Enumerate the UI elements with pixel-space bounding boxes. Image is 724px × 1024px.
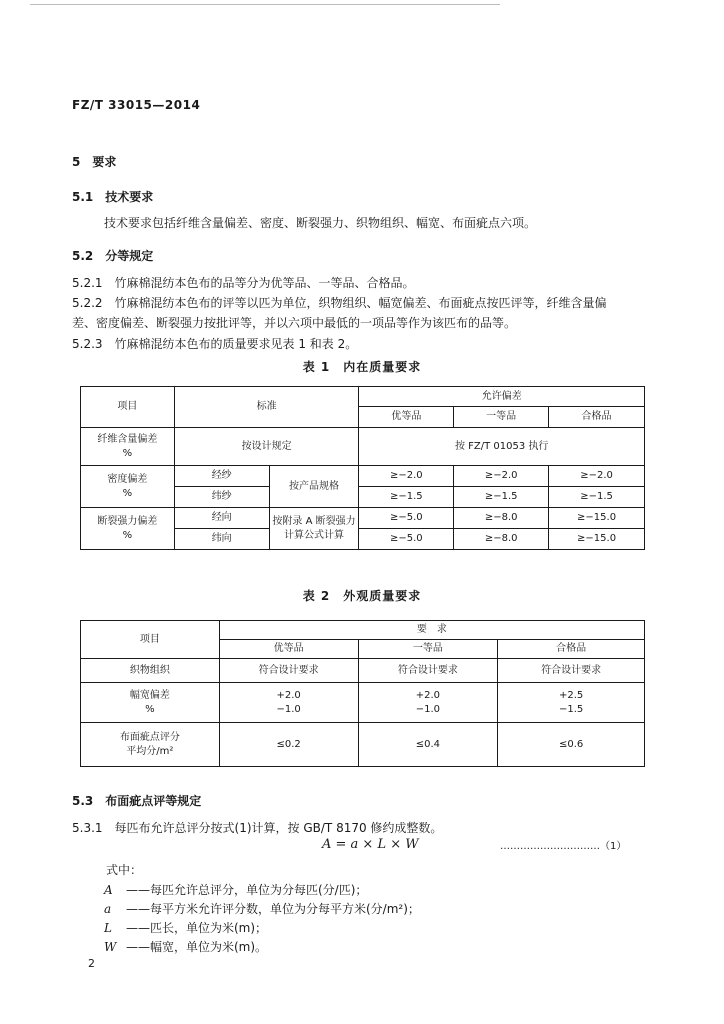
- t2-defect-item-label: 布面疵点评分: [119, 731, 180, 743]
- t2-width-item-unit: %: [145, 703, 155, 715]
- t1-strength-item-unit: %: [122, 529, 133, 541]
- t1-strength-standard: [269, 508, 359, 550]
- heading-5-2: 5.2 分等规定: [72, 249, 154, 263]
- t1-header-standard: 标准: [174, 387, 359, 428]
- t1-strength-warp-first: ≥−8.0: [454, 508, 549, 529]
- t2-defect-premium: ≤0.2: [219, 723, 358, 767]
- page-number: 2: [88, 957, 95, 970]
- t2-defect-item: [81, 723, 220, 767]
- t1-density-standard: 按产品规格: [269, 466, 359, 508]
- t2-width-first-upper: +2.0: [415, 689, 441, 701]
- t2-width-first-lower: −1.0: [415, 703, 441, 715]
- def-a-text: ——每平方米允许评分数，单位为分每平方米(分/m²)；: [126, 902, 420, 916]
- t1-fiber-item-label: 纤维含量偏差: [97, 433, 158, 445]
- def-A: [104, 881, 367, 898]
- t1-strength-weft: 纬向: [174, 529, 269, 550]
- table-appearance-quality: [80, 620, 645, 767]
- t1-density-warp-qualified: ≥−2.0: [549, 466, 645, 487]
- formula-where: 式中：: [106, 863, 143, 877]
- table1-caption: 表 1 内在质量要求: [302, 360, 422, 374]
- def-a-symbol: a: [104, 902, 112, 916]
- t1-fiber-item: [81, 428, 175, 466]
- table-internal-quality: [80, 386, 645, 550]
- t1-density-warp-first: ≥−2.0: [454, 466, 549, 487]
- t1-header-grade-premium: 优等品: [359, 407, 454, 428]
- t2-width-premium-lower: −1.0: [276, 703, 301, 715]
- table2-caption: 表 2 外观质量要求: [302, 589, 422, 603]
- t1-density-warp-premium: ≥−2.0: [359, 466, 454, 487]
- t1-header-grade-qualified: 合格品: [549, 407, 645, 428]
- heading-5-1: 5.1 技术要求: [72, 190, 154, 204]
- t1-strength-standard-line1: 按附录 A 断裂强力: [272, 515, 356, 527]
- paragraph-5-3-1: 5.3.1 每匹布允许总评分按式(1)计算，按 GB/T 8170 修约成整数。: [72, 821, 443, 835]
- t1-strength-item: [81, 508, 175, 550]
- t2-weave-first: 符合设计要求: [358, 659, 498, 683]
- t2-defect-item-unit: 平均分/m²: [126, 745, 174, 757]
- t1-strength-warp-qualified: ≥−15.0: [549, 508, 645, 529]
- def-W-symbol: W: [104, 940, 117, 954]
- t2-weave-qualified: 符合设计要求: [498, 659, 645, 683]
- def-W: [104, 938, 267, 955]
- t1-strength-weft-qualified: ≥−15.0: [549, 529, 645, 550]
- t1-header-item: 项目: [81, 387, 175, 428]
- t1-fiber-standard: 按设计规定: [174, 428, 359, 466]
- paragraph-5-2-3: 5.2.3 竹麻棉混纺本色布的质量要求见表 1 和表 2。: [72, 337, 358, 351]
- def-A-text: ——每匹允许总评分，单位为分每匹(分/匹)；: [126, 883, 368, 897]
- t1-density-warp: 经纱: [174, 466, 269, 487]
- t2-width-item: [81, 683, 220, 723]
- t1-density-weft-first: ≥−1.5: [454, 487, 549, 508]
- t1-strength-warp: 经向: [174, 508, 269, 529]
- t1-strength-standard-line2: 计算公式计算: [284, 529, 344, 541]
- paragraph-5-2-2-line2: 差、密度偏差、断裂强力按批评等，并以六项中最低的一项品等作为该匹布的品等。: [72, 316, 517, 330]
- paragraph-5-2-2-line1: 5.2.2 竹麻棉混纺本色布的评等以匹为单位，织物组织、幅宽偏差、布面疵点按匹评等，纤维含量偏: [72, 296, 607, 310]
- def-L-symbol: L: [104, 921, 112, 935]
- t1-fiber-item-unit: %: [122, 447, 133, 459]
- t1-density-item: [81, 466, 175, 508]
- def-L: [104, 919, 267, 936]
- t2-weave-premium: 符合设计要求: [219, 659, 358, 683]
- t2-width-premium: [219, 683, 358, 723]
- t1-strength-warp-premium: ≥−5.0: [359, 508, 454, 529]
- formula-expression: A = a × L × W: [322, 837, 419, 852]
- t2-width-qualified-lower: −1.5: [558, 703, 584, 715]
- t1-density-item-label: 密度偏差: [107, 473, 148, 485]
- def-A-symbol: A: [104, 883, 113, 897]
- t2-weave-item: 织物组织: [81, 659, 220, 683]
- paragraph-5-1: 技术要求包括纤维含量偏差、密度、断裂强力、织物组织、幅宽、布面疵点六项。: [104, 216, 537, 230]
- t2-header-grade-first: 一等品: [358, 640, 498, 659]
- t2-header-grade-qualified: 合格品: [498, 640, 645, 659]
- heading-5-3: 5.3 布面疵点评等规定: [72, 794, 202, 808]
- t1-density-weft-premium: ≥−1.5: [359, 487, 454, 508]
- def-a: [104, 900, 420, 917]
- standard-code: FZ/T 33015—2014: [72, 98, 201, 112]
- def-W-text: ——幅宽，单位为米(m)。: [126, 940, 268, 954]
- t2-defect-qualified: ≤0.6: [498, 723, 645, 767]
- t2-width-premium-upper: +2.0: [276, 689, 301, 701]
- t1-strength-item-label: 断裂强力偏差: [97, 515, 158, 527]
- t1-strength-weft-first: ≥−8.0: [454, 529, 549, 550]
- t2-width-first: [358, 683, 498, 723]
- def-L-text: ——匹长，单位为米(m)；: [126, 921, 268, 935]
- t1-header-grade-first: 一等品: [454, 407, 549, 428]
- t2-header-grade-premium: 优等品: [219, 640, 358, 659]
- top-rule: [30, 4, 500, 5]
- t1-header-tolerance: 允许偏差: [359, 387, 645, 407]
- heading-5: 5 要求: [72, 155, 117, 169]
- t2-width-qualified: [498, 683, 645, 723]
- t1-density-item-unit: %: [122, 487, 133, 499]
- t1-density-weft: 纬纱: [174, 487, 269, 508]
- t2-header-item: 项目: [81, 621, 220, 659]
- t2-header-requirement: 要 求: [219, 621, 644, 640]
- t1-fiber-tolerance: 按 FZ/T 01053 执行: [359, 428, 645, 466]
- formula-number: …………………………（1）: [500, 841, 627, 852]
- t2-width-item-label: 幅宽偏差: [129, 689, 170, 701]
- t1-density-weft-qualified: ≥−1.5: [549, 487, 645, 508]
- t1-strength-weft-premium: ≥−5.0: [359, 529, 454, 550]
- t2-defect-first: ≤0.4: [358, 723, 498, 767]
- paragraph-5-2-1: 5.2.1 竹麻棉混纺本色布的品等分为优等品、一等品、合格品。: [72, 276, 415, 290]
- t2-width-qualified-upper: +2.5: [558, 689, 584, 701]
